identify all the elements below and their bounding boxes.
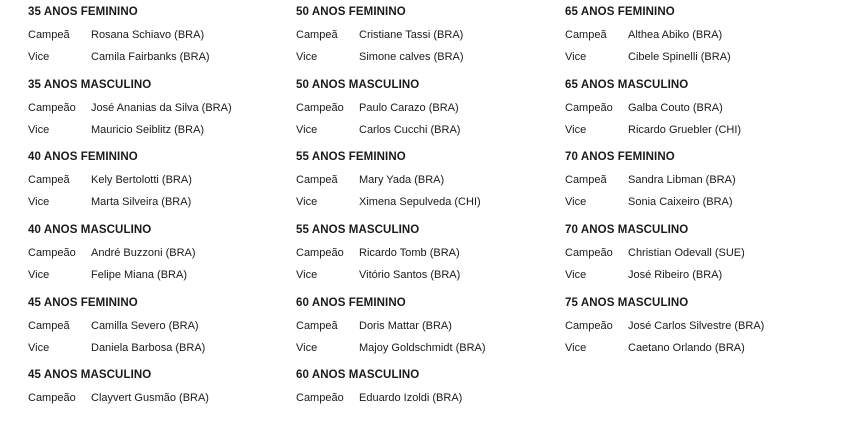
vice-label: Vice xyxy=(296,341,318,354)
vice-name: Vitório Santos (BRA) xyxy=(359,269,461,282)
category-title: 60 ANOS MASCULINO xyxy=(296,369,420,382)
category-title: 55 ANOS FEMININO xyxy=(296,151,406,164)
champion-name: Cristiane Tassi (BRA) xyxy=(359,29,464,41)
champion-label: Campeão xyxy=(28,392,76,405)
champion-name: Clayvert Gusmão (BRA) xyxy=(91,392,209,405)
vice-name: José Ribeiro (BRA) xyxy=(628,269,723,282)
category-title: 35 ANOS MASCULINO xyxy=(28,78,152,91)
champion-label: Campeão xyxy=(28,247,76,260)
champion-name: Galba Couto (BRA) xyxy=(628,101,723,114)
vice-name: Carlos Cucchi (BRA) xyxy=(359,123,461,136)
champion-label: Campeão xyxy=(28,101,76,114)
category-title: 50 ANOS FEMININO xyxy=(296,6,406,18)
champion-label: Campeão xyxy=(565,101,613,114)
vice-label: Vice xyxy=(565,51,587,63)
champion-label: Campeã xyxy=(28,29,70,41)
category-title: 35 ANOS FEMININO xyxy=(28,6,138,18)
champion-name: Kely Bertolotti (BRA) xyxy=(91,174,192,187)
vice-name: Cibele Spinelli (BRA) xyxy=(628,51,731,63)
champion-name: Sandra Libman (BRA) xyxy=(628,174,736,187)
category-title: 70 ANOS MASCULINO xyxy=(565,224,689,237)
vice-label: Vice xyxy=(296,123,318,136)
vice-label: Vice xyxy=(296,269,318,282)
vice-name: Camila Fairbanks (BRA) xyxy=(91,51,210,63)
champion-name: Rosana Schiavo (BRA) xyxy=(91,29,205,41)
category-title: 50 ANOS MASCULINO xyxy=(296,78,420,91)
champion-label: Campeã xyxy=(296,29,338,41)
category-title: 65 ANOS FEMININO xyxy=(565,6,675,18)
category-title: 40 ANOS FEMININO xyxy=(28,151,138,164)
vice-name: Caetano Orlando (BRA) xyxy=(628,341,745,354)
champion-name: André Buzzoni (BRA) xyxy=(91,247,196,260)
category-title: 45 ANOS FEMININO xyxy=(28,296,138,309)
vice-name: Marta Silveira (BRA) xyxy=(91,196,192,209)
vice-label: Vice xyxy=(28,269,50,282)
champion-label: Campeão xyxy=(565,319,613,332)
champion-label: Campeã xyxy=(28,174,70,187)
champion-label: Campeão xyxy=(296,247,344,260)
champion-label: Campeão xyxy=(296,101,344,114)
champion-name: Althea Abiko (BRA) xyxy=(628,29,723,41)
vice-name: Ximena Sepulveda (CHI) xyxy=(359,196,481,209)
champion-label: Campeão xyxy=(565,247,613,260)
champion-name: Paulo Carazo (BRA) xyxy=(359,101,459,114)
champion-label: Campeã xyxy=(296,319,338,332)
vice-label: Vice xyxy=(296,51,318,63)
vice-label: Vice xyxy=(565,123,587,136)
category-title: 45 ANOS MASCULINO xyxy=(28,369,152,382)
vice-label: Vice xyxy=(565,196,587,209)
vice-label: Vice xyxy=(28,123,50,136)
category-title: 70 ANOS FEMININO xyxy=(565,151,675,164)
vice-label: Vice xyxy=(28,196,50,209)
vice-label: Vice xyxy=(565,341,587,354)
champion-name: Christian Odevall (SUE) xyxy=(628,247,745,260)
vice-label: Vice xyxy=(28,51,50,63)
category-title: 65 ANOS MASCULINO xyxy=(565,78,689,91)
champion-name: Doris Mattar (BRA) xyxy=(359,319,452,332)
vice-label: Vice xyxy=(565,269,587,282)
champion-label: Campeã xyxy=(565,174,607,187)
vice-label: Vice xyxy=(28,341,50,354)
champion-label: Campeã xyxy=(565,29,607,41)
category-title: 55 ANOS MASCULINO xyxy=(296,224,420,237)
vice-name: Ricardo Gruebler (CHI) xyxy=(628,123,742,136)
category-title: 40 ANOS MASCULINO xyxy=(28,224,152,237)
champion-name: Mary Yada (BRA) xyxy=(359,174,445,187)
champion-label: Campeão xyxy=(296,392,344,405)
vice-name: Mauricio Seiblitz (BRA) xyxy=(91,123,205,136)
champion-label: Campeã xyxy=(28,319,70,332)
champion-name: José Carlos Silvestre (BRA) xyxy=(628,319,765,332)
champion-name: Camilla Severo (BRA) xyxy=(91,319,199,332)
category-title: 60 ANOS FEMININO xyxy=(296,296,406,309)
champion-name: José Ananias da Silva (BRA) xyxy=(91,101,232,114)
vice-name: Sonia Caixeiro (BRA) xyxy=(628,196,733,209)
vice-name: Daniela Barbosa (BRA) xyxy=(91,341,206,354)
champion-name: Ricardo Tomb (BRA) xyxy=(359,247,460,260)
vice-name: Majoy Goldschmidt (BRA) xyxy=(359,341,486,354)
vice-name: Simone calves (BRA) xyxy=(359,51,464,63)
category-title: 75 ANOS MASCULINO xyxy=(565,296,689,309)
champion-label: Campeã xyxy=(296,174,338,187)
champion-name: Eduardo Izoldi (BRA) xyxy=(359,392,463,405)
vice-name: Felipe Miana (BRA) xyxy=(91,269,187,282)
vice-label: Vice xyxy=(296,196,318,209)
